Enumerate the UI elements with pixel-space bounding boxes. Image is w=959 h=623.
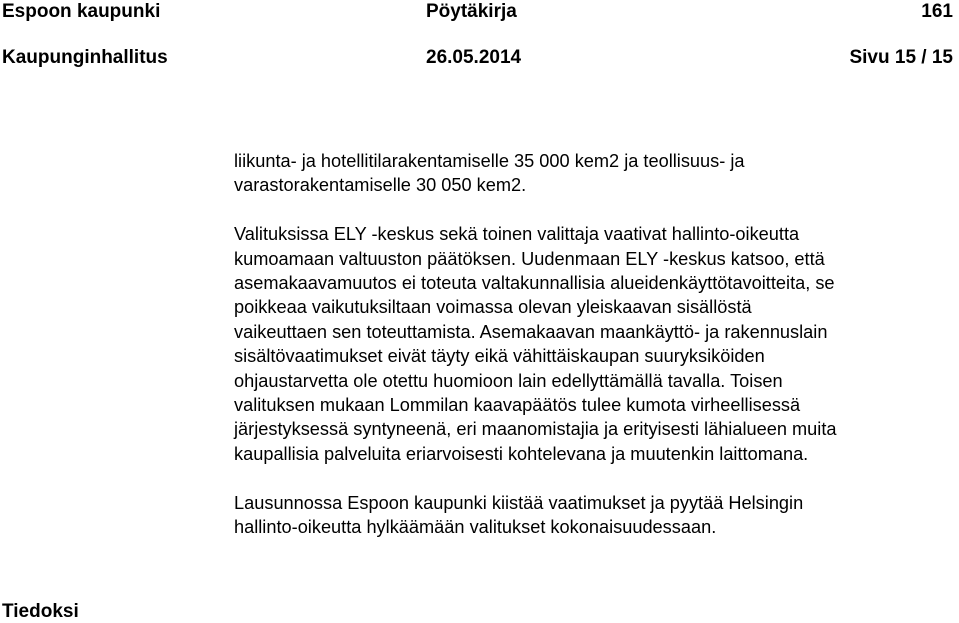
document-body: [234, 149, 954, 539]
distribution-heading: Tiedoksi: [2, 601, 79, 622]
text-line: kaupallisia palveluita eriarvoisesti kohtelevana ja muutenkin laittomana.: [234, 443, 809, 464]
text-line: poikkeaa vaikutuksiltaan voimassa olevan yleiskaavan sisällöstä: [234, 297, 752, 318]
text-line: sisältövaatimukset eivät täyty eikä vähittäiskaupan suuryksiköiden: [234, 346, 765, 367]
organization-name: Espoon kaupunki: [2, 1, 161, 22]
governing-body: Kaupunginhallitus: [2, 47, 168, 68]
text-line: järjestyksessä syntyneenä, eri maanomistajia ja erityisesti lähialueen muita: [234, 419, 837, 440]
text-line: valituksen mukaan Lommilan kaavapäätös tulee kumota virheellisessä: [234, 395, 801, 416]
text-line: varastorakentamiselle 30 050 kem2.: [234, 175, 527, 196]
text-line: kumoamaan valtuuston päätöksen. Uudenmaan ELY -keskus katsoo, että: [234, 248, 825, 269]
paragraph: [234, 222, 954, 466]
document-type: Pöytäkirja: [426, 1, 517, 22]
meeting-date: 26.05.2014: [426, 47, 522, 68]
paragraph: [234, 491, 954, 540]
text-line: ohjaustarvetta ole otettu huomioon lain edellyttämällä tavalla. Toisen: [234, 370, 783, 391]
text-line: liikunta- ja hotellitilarakentamiselle 35 000 kem2 ja teollisuus- ja: [234, 151, 745, 171]
text-line: hallinto-oikeutta hylkäämään valitukset kokonaisuudessaan.: [234, 517, 717, 538]
paragraph: [234, 149, 954, 198]
text-line: asemakaavamuutos ei toteuta valtakunnallisia alueidenkäyttötavoitteita, se: [234, 273, 835, 294]
section-number: 161: [921, 1, 953, 22]
page-number: Sivu 15 / 15: [849, 47, 953, 68]
text-line: Lausunnossa Espoon kaupunki kiistää vaatimukset ja pyytää Helsingin: [234, 492, 804, 513]
text-line: Valituksissa ELY -keskus sekä toinen valittaja vaativat hallinto-oikeutta: [234, 224, 800, 245]
text-line: vaikeuttaen sen toteuttamista. Asemakaavan maankäyttö- ja rakennuslain: [234, 321, 828, 342]
